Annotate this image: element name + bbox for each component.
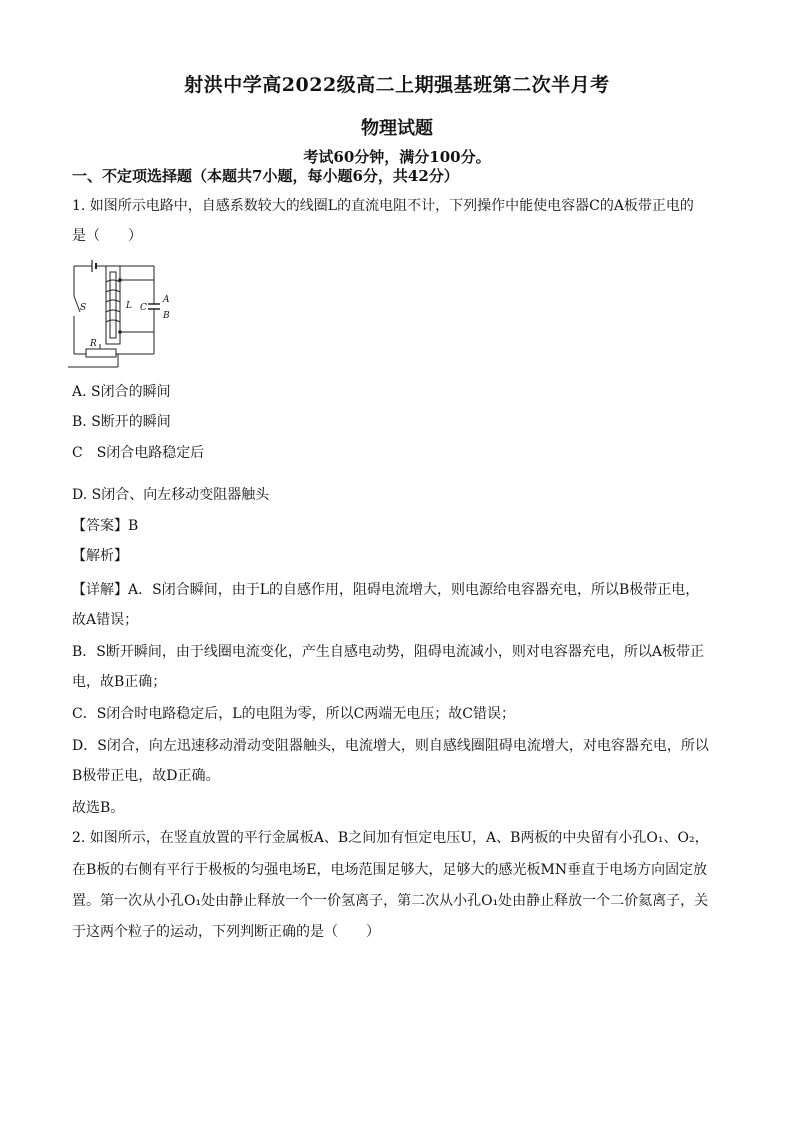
coil-label: L [126, 301, 132, 311]
capacitor-label: C [140, 303, 147, 313]
q1-detail-line: 电，故B正确； [72, 674, 167, 690]
subject-title: 物理试题 [361, 118, 433, 139]
q1-detail-line: 故选B。 [72, 800, 125, 816]
q2-stem-line: 在B板的右侧有平行于极板的匀强电场E，电场范围足够大，足够大的感光板MN垂直于电场方向固定放 [72, 862, 708, 878]
q1-option-b: B. S断开的瞬间 [72, 414, 171, 430]
q2-stem-line: 于这两个粒子的运动，下列判断正确的是（ ） [72, 924, 380, 940]
q1-detail-line: D．S闭合，向左迅速移动滑动变阻器触头，电流增大，则自感线圈阻碍电流增大，对电容器充电，所以 [72, 738, 709, 754]
plate-b-label: B [163, 311, 170, 321]
switch-label: S [80, 303, 87, 313]
q1-detail-line: C．S闭合时电路稳定后，L的电阻为零，所以C两端无电压；故C错误； [72, 706, 516, 722]
q2-stem-line: 2. 如图所示，在竖直放置的平行金属板A、B之间加有恒定电压U，A、B两板的中央留有小孔O₁、O₂， [72, 830, 709, 846]
q1-option-d: D. S闭合、向左移动变阻器触头 [72, 487, 270, 503]
q1-option-c: C S闭合电路稳定后 [72, 445, 205, 461]
section-heading: 一、不定项选择题（本题共7小题，每小题6分，共42分） [72, 167, 459, 185]
q2-stem-line: 置。第一次从小孔O₁处由静止释放一个一价氢离子，第二次从小孔O₁处由静止释放一个二价氦离子，关 [72, 893, 709, 909]
q1-detail-line: 【详解】A．S闭合瞬间，由于L的自感作用，阻碍电流增大，则电源给电容器充电，所以B极带正电， [72, 582, 700, 598]
q1-detail-line: 故A错误； [72, 612, 139, 628]
q1-detail-line: B极带正电，故D正确。 [72, 768, 220, 784]
plate-a-label: A [163, 295, 170, 305]
q1-detail-line: B．S断开瞬间，由于线圈电流变化，产生自感电动势，阻碍电流减小，则对电容器充电，所以A板带正 [72, 644, 704, 660]
circuit-diagram [66, 252, 196, 372]
q1-stem-line2: 是（ ） [72, 228, 142, 244]
q1-analysis-label: 【解析】 [72, 548, 128, 564]
resistor-label: R [90, 339, 97, 349]
q1-stem-line1: 1. 如图所示电路中，自感系数较大的线圈L的直流电阻不计，下列操作中能使电容器C的A板带正电的 [72, 198, 694, 214]
q1-answer: 【答案】B [72, 518, 139, 534]
exam-title: 射洪中学高2022级高二上期强基班第二次半月考 [184, 74, 610, 96]
exam-info: 考试60分钟，满分100分。 [303, 148, 491, 166]
q1-option-a: A. S闭合的瞬间 [72, 384, 171, 400]
